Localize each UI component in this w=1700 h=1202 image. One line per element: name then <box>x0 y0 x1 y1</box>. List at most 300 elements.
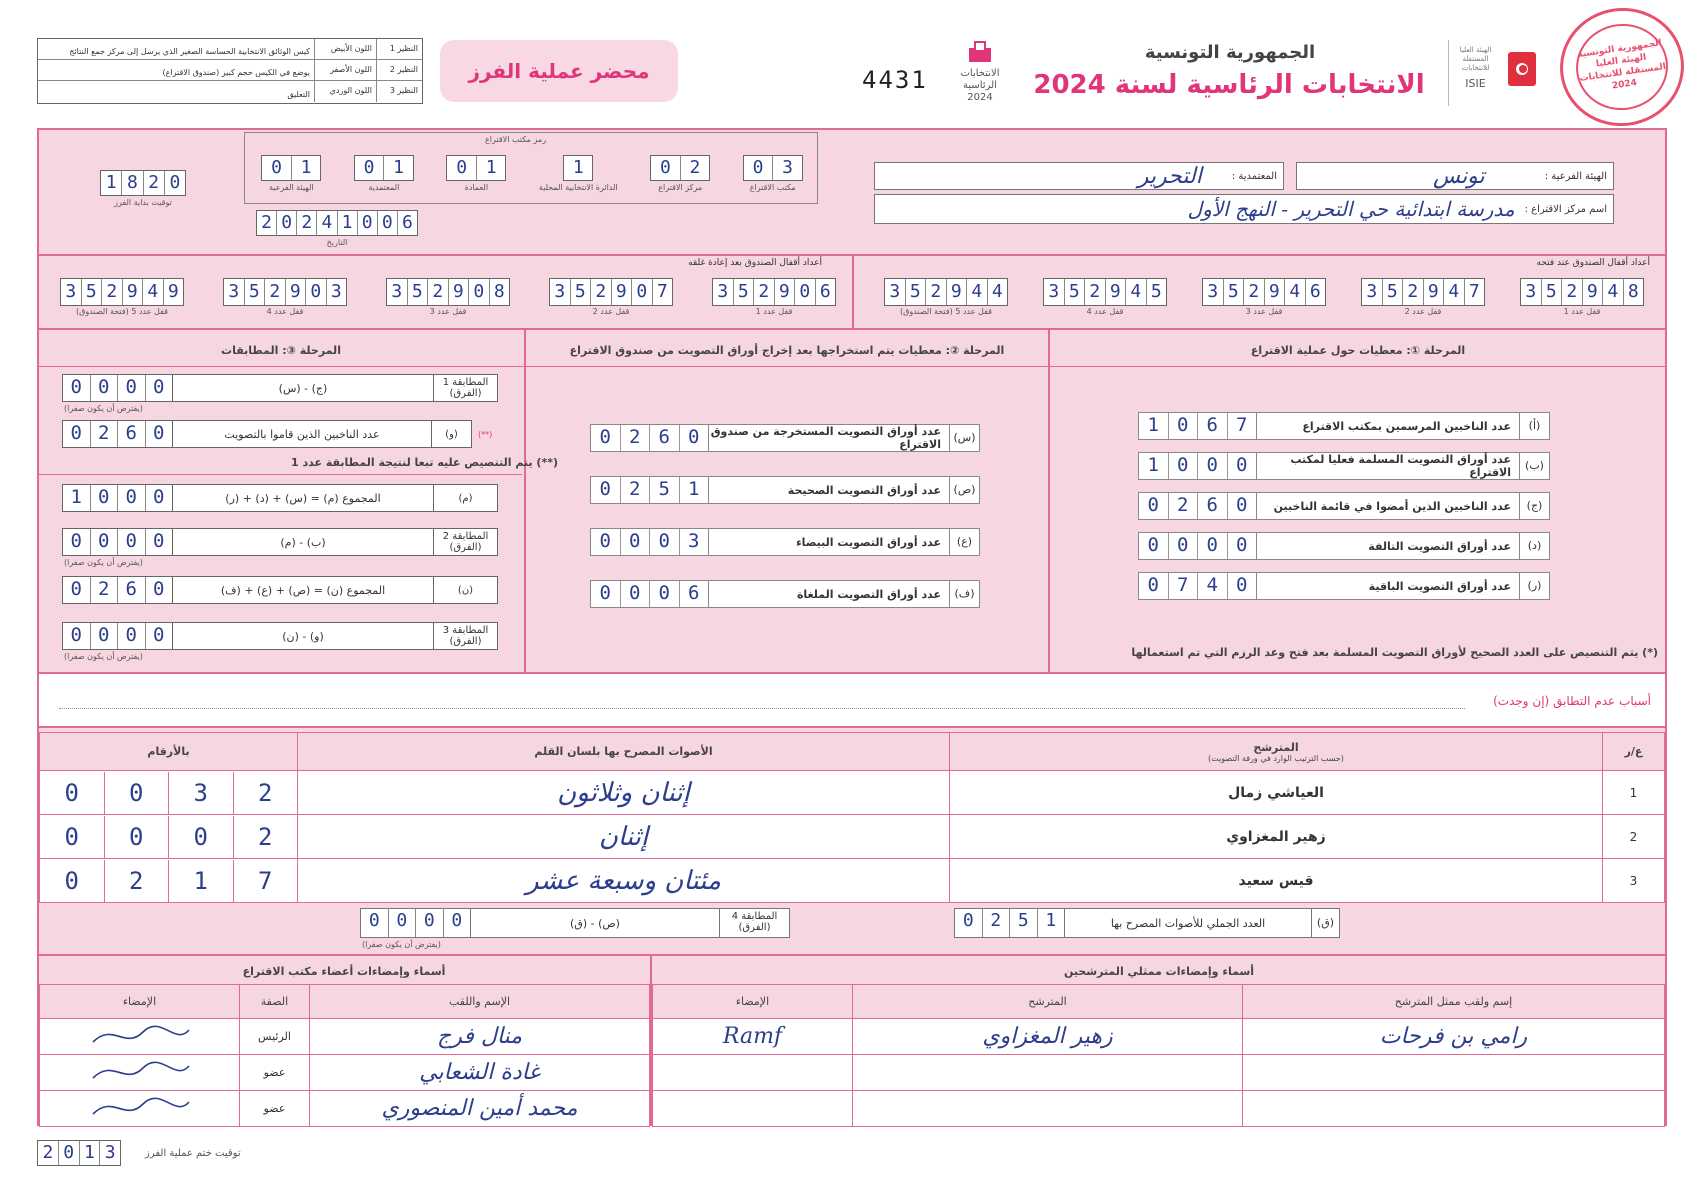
digit-cell: 5 <box>1382 279 1403 305</box>
result-num: 1 <box>1603 771 1665 815</box>
m4-tag: المطابقة 4 (الفرق) <box>719 909 789 937</box>
lock-item <box>549 278 673 316</box>
m2-tag: المطابقة 2 (الفرق) <box>433 529 497 555</box>
lock-item <box>1043 278 1167 316</box>
stage1-rows <box>1138 412 1550 612</box>
digit-cell: 3 <box>1525 281 1537 302</box>
digit-cell: 4 <box>987 279 1008 305</box>
lock-item <box>884 278 1008 316</box>
digit-cell: 0 <box>599 582 611 604</box>
end-time-digits <box>37 1140 121 1166</box>
official-stamp <box>1552 0 1691 134</box>
center-value: مدرسة ابتدائية حي التحرير - النهج الأول <box>1187 197 1515 221</box>
lock-digits <box>1520 278 1644 306</box>
digit-cell: 2 <box>1084 279 1105 305</box>
digit-cell: 9 <box>774 279 795 305</box>
start-time <box>100 170 186 207</box>
result-words: إثنان <box>298 815 950 859</box>
digit-cell: 1 <box>476 156 506 180</box>
result-digits <box>40 859 298 903</box>
reps-empty <box>653 1055 853 1091</box>
q-key: (ب) <box>1519 453 1549 479</box>
digit-cell: 4 <box>1125 279 1146 305</box>
digit-cell: 1 <box>679 477 709 503</box>
copy-color: اللون الأبيض <box>314 39 376 59</box>
date-digits <box>256 210 418 236</box>
reps-col: المترشح <box>853 985 1243 1019</box>
digit-cell: 0 <box>415 909 443 937</box>
digit-cell: 9 <box>163 279 184 305</box>
m2-note: (يفترض أن يكون صفرا) <box>64 558 143 567</box>
q-key: (ر) <box>1519 573 1549 599</box>
col-candidate-sub: (حسب الترتيب الوارد في ورقة التصويت) <box>1208 753 1344 763</box>
date-label: التاريخ <box>326 238 348 247</box>
digit-cell: 0 <box>305 279 326 305</box>
q-key: (د) <box>1519 533 1549 559</box>
digit-cell: 1 <box>1147 454 1159 476</box>
m4-note: (يفترض أن يكون صفرا) <box>362 940 441 949</box>
stage1-title: المرحلة ①: معطيات حول عملية الاقتراع <box>1250 343 1466 357</box>
lock-item <box>1520 278 1644 316</box>
digit-cell: 0 <box>164 171 185 195</box>
digit-cell: 0 <box>70 624 82 646</box>
digit-cell: 2 <box>104 860 169 902</box>
results-table <box>39 732 1665 903</box>
reps-row <box>653 1055 1665 1091</box>
stamp-text: الجمهورية التونسية الهيئة العليا المستقلة للانتخابات 2024 <box>1576 38 1667 92</box>
digit-cell: 0 <box>117 485 145 511</box>
digit-cell: 9 <box>1105 279 1126 305</box>
digit-cell: 0 <box>145 421 173 447</box>
stage2-rows <box>590 424 980 632</box>
code-digits <box>261 155 321 181</box>
q-digits <box>1139 493 1257 519</box>
code-item <box>354 155 414 192</box>
digit-cell: 0 <box>271 157 282 178</box>
m1-note: (يفترض أن يكون صفرا) <box>64 404 143 413</box>
signature-scribble-icon <box>85 1020 195 1050</box>
code-section-title: رمز مكتب الاقتراع <box>485 135 547 144</box>
digit-cell: 3 <box>1207 281 1219 302</box>
code-label: العمادة <box>464 183 489 192</box>
office-row <box>40 1091 650 1127</box>
digit-cell: 1 <box>337 211 357 235</box>
m3-note: (يفترض أن يكون صفرا) <box>64 652 143 661</box>
flag-icon <box>1508 52 1536 86</box>
q-digits <box>1139 413 1257 439</box>
code-digits <box>743 155 803 181</box>
code-label: الدائرة الانتخابية المحلية <box>538 183 618 192</box>
digit-cell: 5 <box>570 279 591 305</box>
reps-title: أسماء وإمضاءات ممثلي المترشحين <box>1063 964 1255 978</box>
q-label: عدد أوراق التصويت الصحيحة <box>787 483 941 497</box>
end-time <box>37 1140 241 1166</box>
copy-row <box>38 81 422 102</box>
col-candidate: المترشح <box>1253 740 1299 754</box>
code-digits <box>354 155 414 181</box>
lock-label: قفل عدد 1 <box>1563 307 1601 316</box>
digit-cell: 9 <box>1264 279 1285 305</box>
code-label: مركز الاقتراع <box>658 183 703 192</box>
digit-cell: 0 <box>1227 493 1257 519</box>
q-row <box>590 528 980 556</box>
office-col: الإمضاء <box>40 985 240 1019</box>
digit-cell: 0 <box>1168 533 1198 559</box>
form-title-badge <box>440 40 678 102</box>
lock-label: قفل عدد 5 (فتحة الصندوق) <box>900 307 992 316</box>
digit-cell: 0 <box>1168 453 1198 479</box>
digit-cell: 1 <box>383 156 413 180</box>
digit-cell: 4 <box>1197 573 1227 599</box>
lock-digits <box>60 278 184 306</box>
m1-row <box>62 374 498 402</box>
n-formula: المجموع (ن) = (ص) + (ع) + (ف) <box>220 583 386 597</box>
lock-item <box>1202 278 1326 316</box>
digit-cell: 0 <box>1197 533 1227 559</box>
q-label: عدد الناخبين المرسمين بمكتب الاقتراع <box>1302 419 1511 433</box>
stage2-title: المرحلة ②: معطيات يتم استخراجها بعد إخراج أوراق التصويت من صندوق الاقتراع <box>569 343 1005 357</box>
result-candidate: زهير المغزاوي <box>950 815 1603 859</box>
q-digits <box>1139 573 1257 599</box>
copy-color: اللون الأصفر <box>314 60 376 80</box>
q-key: (ص) <box>949 477 979 503</box>
digit-cell: 6 <box>1305 279 1326 305</box>
digit-cell: 9 <box>611 279 632 305</box>
office-col: الصفة <box>240 985 310 1019</box>
m-formula: المجموع (م) = (س) + (د) + (ر) <box>225 491 381 505</box>
reps-name: رامي بن فرحات <box>1243 1019 1665 1055</box>
q-row <box>1138 412 1550 440</box>
digit-cell: 1 <box>1147 414 1159 436</box>
digit-cell: 0 <box>70 422 82 444</box>
office-sign <box>40 1055 240 1091</box>
office-sign <box>40 1091 240 1127</box>
digit-cell: 2 <box>620 425 650 451</box>
office-role: عضو <box>240 1055 310 1091</box>
q-row <box>590 580 980 608</box>
reps-sign: Ramf <box>653 1019 853 1055</box>
digit-cell: 0 <box>620 529 650 555</box>
reps-col: إسم ولقب ممثل المترشح <box>1243 985 1665 1019</box>
locks-after-row <box>60 278 836 316</box>
result-digits <box>40 815 298 859</box>
q-label: عدد أوراق التصويت البيضاء <box>796 535 941 549</box>
digit-cell: 5 <box>1064 279 1085 305</box>
digit-cell: 0 <box>752 157 764 178</box>
digit-cell: 4 <box>1602 279 1623 305</box>
copies-table <box>37 38 423 104</box>
digit-cell: 8 <box>489 279 510 305</box>
m3-row <box>62 622 498 650</box>
digit-cell: 4 <box>1284 279 1305 305</box>
code-item <box>539 155 618 192</box>
lock-label: قفل عدد 5 (فتحة الصندوق) <box>76 307 168 316</box>
reps-candidate: زهير المغزاوي <box>853 1019 1243 1055</box>
code-digits <box>563 155 593 181</box>
digit-cell: 5 <box>1146 279 1167 305</box>
result-words: إثنان وثلاثون <box>298 771 950 815</box>
isie-logo: الهيئة العليا المستقلة للانتخابات ISIE <box>1448 40 1502 106</box>
digit-cell: 0 <box>443 909 471 937</box>
delegation-label: المعتمدية : <box>1231 170 1277 182</box>
digit-cell: 0 <box>1147 534 1159 556</box>
digit-cell: 0 <box>456 157 468 178</box>
q-label: عدد أوراق التصويت المستخرجة من صندوق الاقتراع <box>710 425 941 451</box>
stage3-block <box>62 374 558 666</box>
digit-cell: 7 <box>233 860 298 902</box>
code-item <box>446 155 506 192</box>
digit-cell: 0 <box>620 581 650 607</box>
digit-cell: 3 <box>1366 281 1378 302</box>
digit-cell: 3 <box>717 281 729 302</box>
digit-cell: 9 <box>285 279 306 305</box>
sub-authority-value: تونس <box>1433 163 1485 189</box>
digit-cell: 0 <box>1147 494 1159 516</box>
lock-digits <box>223 278 347 306</box>
digit-cell: 0 <box>794 279 815 305</box>
digit-cell: 2 <box>1168 493 1198 519</box>
result-num: 3 <box>1603 859 1665 903</box>
copy-row <box>38 39 422 60</box>
signature-scribble-icon <box>85 1092 195 1122</box>
office-row <box>40 1055 650 1091</box>
digit-cell: 3 <box>99 1141 120 1165</box>
digit-cell: 2 <box>925 279 946 305</box>
digit-cell: 3 <box>889 281 901 302</box>
office-col: الإسم واللقب <box>310 985 650 1019</box>
digit-cell: 1 <box>291 156 321 180</box>
digit-cell: 3 <box>65 281 77 302</box>
digit-cell: 3 <box>326 279 347 305</box>
lock-label: قفل عدد 3 <box>1245 307 1283 316</box>
reps-empty <box>653 1091 853 1127</box>
reps-empty <box>853 1091 1243 1127</box>
digit-cell: 6 <box>117 421 145 447</box>
digit-cell: 2 <box>680 156 710 180</box>
result-digit-cells <box>40 816 297 858</box>
code-digits <box>446 155 506 181</box>
digit-cell: 5 <box>407 279 428 305</box>
digit-cell: 2 <box>90 577 118 603</box>
q-label: عدد أوراق التصويت المسلمة فعليا لمكتب الاقتراع <box>1290 453 1511 479</box>
w-tag: (و) <box>431 421 471 447</box>
result-row <box>40 859 1665 903</box>
lock-label: قفل عدد 1 <box>755 307 793 316</box>
digit-cell: 0 <box>679 425 709 451</box>
lock-digits <box>1043 278 1167 306</box>
office-role: الرئيس <box>240 1019 310 1055</box>
digit-cell: 5 <box>649 477 679 503</box>
office-name: منال فرج <box>310 1019 650 1055</box>
digit-cell: 2 <box>233 772 298 814</box>
lock-digits <box>549 278 673 306</box>
start-time-label: توقيت بداية الفرز <box>114 198 172 207</box>
code-digits <box>650 155 710 181</box>
doc-number: 4431 <box>862 66 928 94</box>
code-item <box>650 155 710 192</box>
center-field <box>874 194 1614 224</box>
m-tag: (م) <box>433 485 497 511</box>
result-digit-cells <box>40 772 297 814</box>
digit-cell: 0 <box>377 211 397 235</box>
digit-cell: 3 <box>679 529 709 555</box>
digit-cell: 0 <box>64 866 79 895</box>
digit-cell: 6 <box>679 581 709 607</box>
stage3-title: المرحلة ③: المطابقات <box>221 343 341 357</box>
digit-cell: 0 <box>90 375 118 401</box>
q-label: عدد أوراق التصويت الملغاة <box>796 587 941 601</box>
digit-cell: 1 <box>105 172 117 193</box>
mismatch-row <box>39 672 1665 728</box>
digit-cell: 0 <box>599 426 611 448</box>
digit-cell: 6 <box>117 577 145 603</box>
q-digits <box>591 581 709 607</box>
q-row <box>1138 532 1550 560</box>
digit-cell: 3 <box>391 281 403 302</box>
copy-label: النظير 1 <box>376 39 422 59</box>
q-label: عدد أوراق التصويت التالفة <box>1368 539 1511 553</box>
digit-cell: 6 <box>815 279 836 305</box>
digit-cell: 0 <box>90 529 118 555</box>
start-time-digits <box>100 170 186 196</box>
digit-cell: 3 <box>1048 281 1060 302</box>
digit-cell: 2 <box>1243 279 1264 305</box>
digit-cell: 8 <box>1623 279 1644 305</box>
date-field <box>256 210 418 247</box>
digit-cell: 2 <box>427 279 448 305</box>
result-digits <box>40 771 298 815</box>
digit-cell: 4 <box>316 211 336 235</box>
digit-cell: 3 <box>554 281 566 302</box>
digit-cell: 0 <box>145 375 173 401</box>
digit-cell: 0 <box>64 822 79 851</box>
digit-cell: 0 <box>145 577 173 603</box>
digit-cell: 0 <box>145 529 173 555</box>
lock-digits <box>386 278 510 306</box>
result-num: 2 <box>1603 815 1665 859</box>
digit-cell: 7 <box>652 279 673 305</box>
digit-cell: 6 <box>649 425 679 451</box>
digit-cell: 7 <box>1227 413 1257 439</box>
reps-table <box>652 984 1665 1127</box>
digit-cell: 2 <box>261 212 272 233</box>
digit-cell: 0 <box>962 910 974 931</box>
digit-cell: 0 <box>357 211 377 235</box>
digit-cell: 1 <box>1037 909 1065 937</box>
digit-cell: 0 <box>145 623 173 649</box>
q-digits <box>1139 533 1257 559</box>
lock-item <box>386 278 510 316</box>
result-row <box>40 771 1665 815</box>
digit-cell: 7 <box>1464 279 1485 305</box>
digit-cell: 1 <box>168 860 233 902</box>
m1-formula: (ج) - (س) <box>278 381 328 395</box>
digit-cell: 0 <box>649 529 679 555</box>
locks-after-title: أعداد أقفال الصندوق بعد إعادة غلقه <box>688 258 822 268</box>
code-label: الهيئة الفرعية <box>269 183 314 192</box>
digit-cell: 0 <box>1168 413 1198 439</box>
office-title: أسماء وإمضاءات أعضاء مكتب الاقتراع <box>242 964 446 978</box>
reps-empty <box>1243 1091 1665 1127</box>
total-key: (ق) <box>1311 909 1339 937</box>
digit-cell: 0 <box>631 279 652 305</box>
digit-cell: 5 <box>81 279 102 305</box>
total-label: العدد الجملي للأصوات المصرح بها <box>1110 916 1266 930</box>
m4-formula: (ص) - (ق) <box>570 916 620 930</box>
reps-row <box>653 1019 1665 1055</box>
q-key: (س) <box>949 425 979 451</box>
isie-text: ISIE <box>1465 77 1486 90</box>
ballot-logo-icon <box>965 40 995 64</box>
office-row <box>40 1019 650 1055</box>
digit-cell: 0 <box>660 157 671 178</box>
q-row <box>590 424 980 452</box>
digit-cell: 6 <box>1197 493 1227 519</box>
republic-title: الجمهورية التونسية <box>1144 42 1316 63</box>
col-words: الأصوات المصرح بها بلسان القلم <box>298 733 950 771</box>
q-digits <box>1139 453 1257 479</box>
digit-cell: 5 <box>905 279 926 305</box>
digit-cell: 6 <box>1197 413 1227 439</box>
digit-cell: 9 <box>122 279 143 305</box>
digit-cell: 2 <box>753 279 774 305</box>
total-row <box>954 908 1340 938</box>
locks-open-row <box>884 278 1644 316</box>
q-digits <box>591 477 709 503</box>
digit-cell: 9 <box>946 279 967 305</box>
col-digits: بالأرقام <box>40 733 298 771</box>
digit-cell: 0 <box>104 816 169 858</box>
digit-cell: 0 <box>70 578 82 600</box>
col-num: ع/ر <box>1603 733 1665 771</box>
digit-cell: 0 <box>117 529 145 555</box>
m4-row <box>360 908 790 938</box>
mismatch-label: أسباب عدم التطابق (إن وجدت) <box>1493 694 1651 708</box>
code-section <box>244 132 818 204</box>
digit-cell: 5 <box>733 279 754 305</box>
n-tag: (ن) <box>433 577 497 603</box>
digit-cell: 2 <box>620 477 650 503</box>
digit-cell: 0 <box>104 772 169 814</box>
digit-cell: 0 <box>90 485 118 511</box>
digit-cell: 0 <box>1197 453 1227 479</box>
q-label: عدد الناخبين الذين أمضوا في قائمة الناخبين <box>1273 499 1511 513</box>
digit-cell: 0 <box>599 530 611 552</box>
digit-cell: 0 <box>70 376 82 398</box>
copy-label: النظير 3 <box>376 81 422 102</box>
lock-item <box>223 278 347 316</box>
form-title: محضر عملية الفرز <box>468 59 650 83</box>
q-row <box>1138 572 1550 600</box>
digit-cell: 5 <box>244 279 265 305</box>
digit-cell: 0 <box>58 1141 79 1165</box>
copy-color: اللون الوردي <box>314 81 376 102</box>
lock-item <box>1361 278 1485 316</box>
digit-cell: 5 <box>1541 279 1562 305</box>
results-grid <box>39 732 1665 903</box>
m3-formula: (و) - (ن) <box>282 629 324 643</box>
n-row <box>62 576 498 604</box>
copy-desc: كيس الوثائق الانتخابية الحساسة الصغير الذي يرسل إلى مركز جمع النتائج <box>69 47 310 56</box>
digit-cell: 9 <box>1582 279 1603 305</box>
lock-digits <box>1202 278 1326 306</box>
sub-authority-label: الهيئة الفرعية : <box>1544 170 1607 182</box>
digit-cell: 0 <box>1147 574 1159 596</box>
result-words: مئتان وسبعة عشر <box>298 859 950 903</box>
digit-cell: 0 <box>276 211 296 235</box>
m2-row <box>62 528 498 556</box>
digit-cell: 0 <box>70 530 82 552</box>
